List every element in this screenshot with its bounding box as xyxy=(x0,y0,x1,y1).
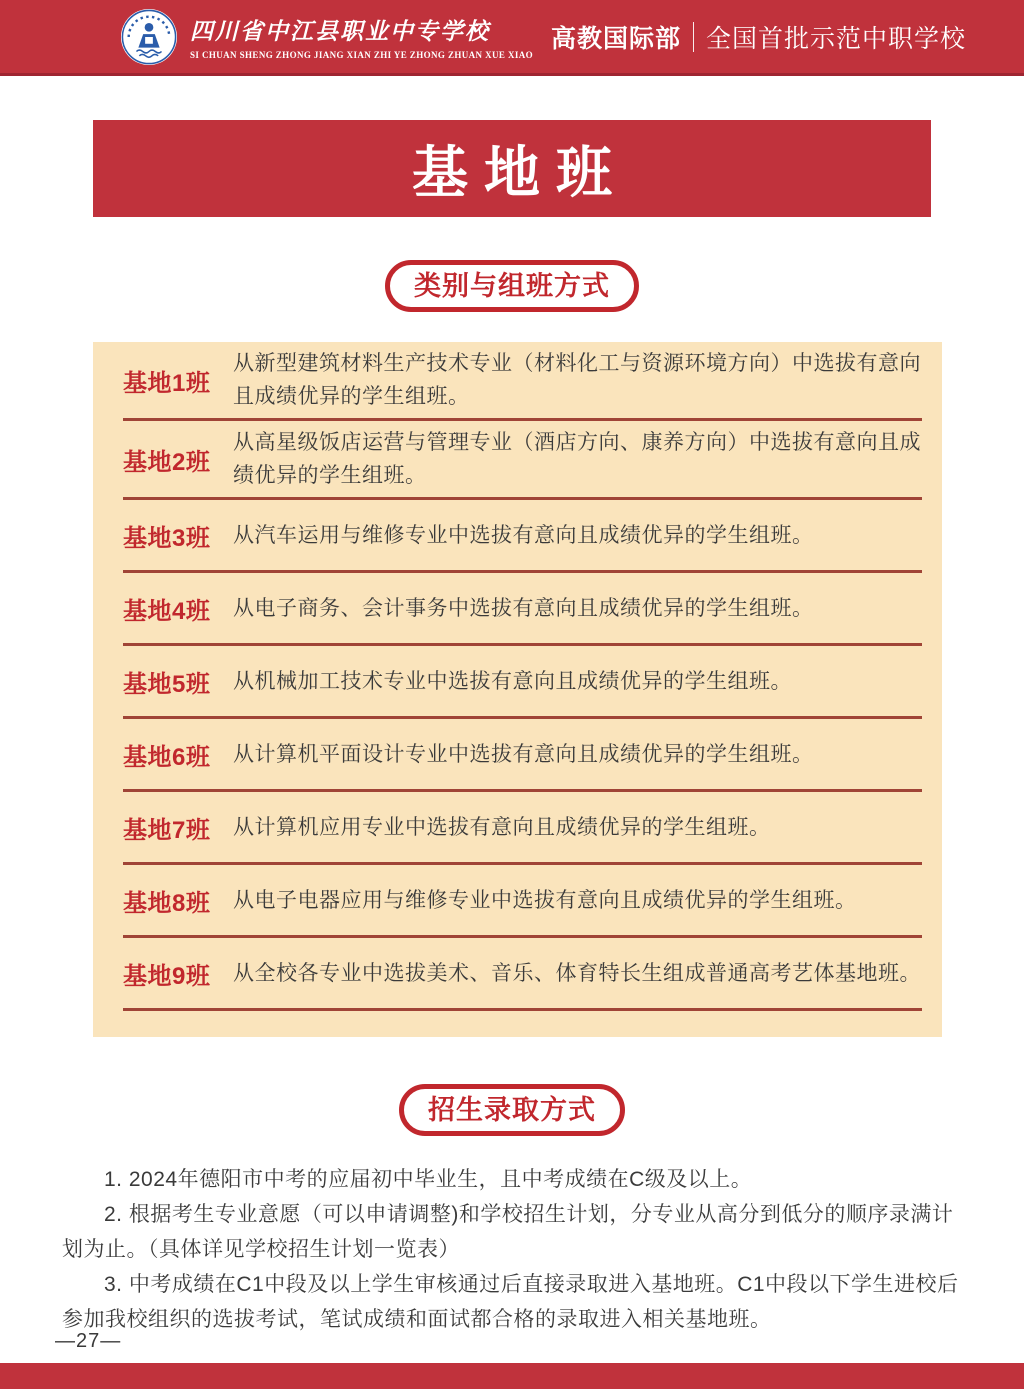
school-name-pinyin: SI CHUAN SHENG ZHONG JIANG XIAN ZHI YE ZHONG ZHUAN XUE XIAO xyxy=(190,50,534,60)
department-name: 高教国际部 xyxy=(550,24,681,53)
class-description: 从机械加工技术专业中选拔有意向且成绩优异的学生组班。 xyxy=(233,669,792,693)
header-divider xyxy=(693,22,694,52)
section-badge-label: 类别与组班方式 xyxy=(414,271,610,301)
class-label: 基地9班 xyxy=(123,962,211,990)
class-row-6 xyxy=(123,719,922,792)
class-row-9 xyxy=(123,938,922,1011)
class-description: 从电子电器应用与维修专业中选拔有意向且成绩优异的学生组班。 xyxy=(233,888,857,912)
class-description: 从计算机应用专业中选拔有意向且成绩优异的学生组班。 xyxy=(233,815,771,839)
admission-notes xyxy=(62,1162,962,1337)
class-label: 基地7班 xyxy=(123,816,211,844)
admission-note-1: 1. 2024年德阳市中考的应届初中毕业生，且中考成绩在C级及以上。 xyxy=(104,1168,753,1191)
school-brand xyxy=(120,8,533,66)
class-description: 从全校各专业中选拔美术、音乐、体育特长生组成普通高考艺体基地班。 xyxy=(233,961,921,985)
school-honor-title: 全国首批示范中职学校 xyxy=(705,24,966,53)
class-row-2 xyxy=(123,421,922,500)
class-row-5 xyxy=(123,646,922,719)
class-label: 基地1班 xyxy=(123,369,211,397)
footer-bar xyxy=(0,1363,1024,1389)
class-description: 从电子商务、会计事务中选拔有意向且成绩优异的学生组班。 xyxy=(233,596,814,620)
class-list-panel xyxy=(93,342,942,1037)
page-title: 基地班 xyxy=(412,140,628,204)
class-row-3 xyxy=(123,500,922,573)
class-description: 从高星级饭店运营与管理专业（酒店方向、康养方向）中选拔有意向且成绩优异的学生组班。 xyxy=(233,431,921,487)
section-badge-class-grouping xyxy=(385,260,639,312)
admission-note-2: 2. 根据考生专业意愿（可以申请调整)和学校招生计划，分专业从高分到低分的顺序录满计划为止。（具体详见学校招生计划一览表） xyxy=(62,1203,954,1261)
school-name-chinese: 四川省中江县职业中专学校 xyxy=(190,19,490,44)
class-label: 基地6班 xyxy=(123,743,211,771)
school-names xyxy=(190,13,533,60)
section-badge-label: 招生录取方式 xyxy=(428,1095,596,1125)
page-number: —27— xyxy=(55,1330,122,1352)
class-label: 基地3班 xyxy=(123,524,211,552)
class-description: 从汽车运用与维修专业中选拔有意向且成绩优异的学生组班。 xyxy=(233,523,814,547)
class-label: 基地8班 xyxy=(123,889,211,917)
school-logo-icon xyxy=(120,8,178,66)
class-row-8 xyxy=(123,865,922,938)
class-row-1 xyxy=(123,342,922,421)
section-badge-admission xyxy=(399,1084,625,1136)
page-title-banner xyxy=(93,120,931,217)
header-bar xyxy=(0,0,1024,76)
header-right-titles xyxy=(551,19,966,55)
class-label: 基地4班 xyxy=(123,597,211,625)
class-row-7 xyxy=(123,792,922,865)
class-description: 从新型建筑材料生产技术专业（材料化工与资源环境方向）中选拔有意向且成绩优异的学生组班。 xyxy=(233,352,921,408)
class-label: 基地2班 xyxy=(123,448,211,476)
class-label: 基地5班 xyxy=(123,670,211,698)
class-row-4 xyxy=(123,573,922,646)
class-description: 从计算机平面设计专业中选拔有意向且成绩优异的学生组班。 xyxy=(233,742,814,766)
admission-note-3: 3. 中考成绩在C1中段及以上学生审核通过后直接录取进入基地班。C1中段以下学生进校后参加我校组织的选拔考试，笔试成绩和面试都合格的录取进入相关基地班。 xyxy=(62,1273,959,1331)
